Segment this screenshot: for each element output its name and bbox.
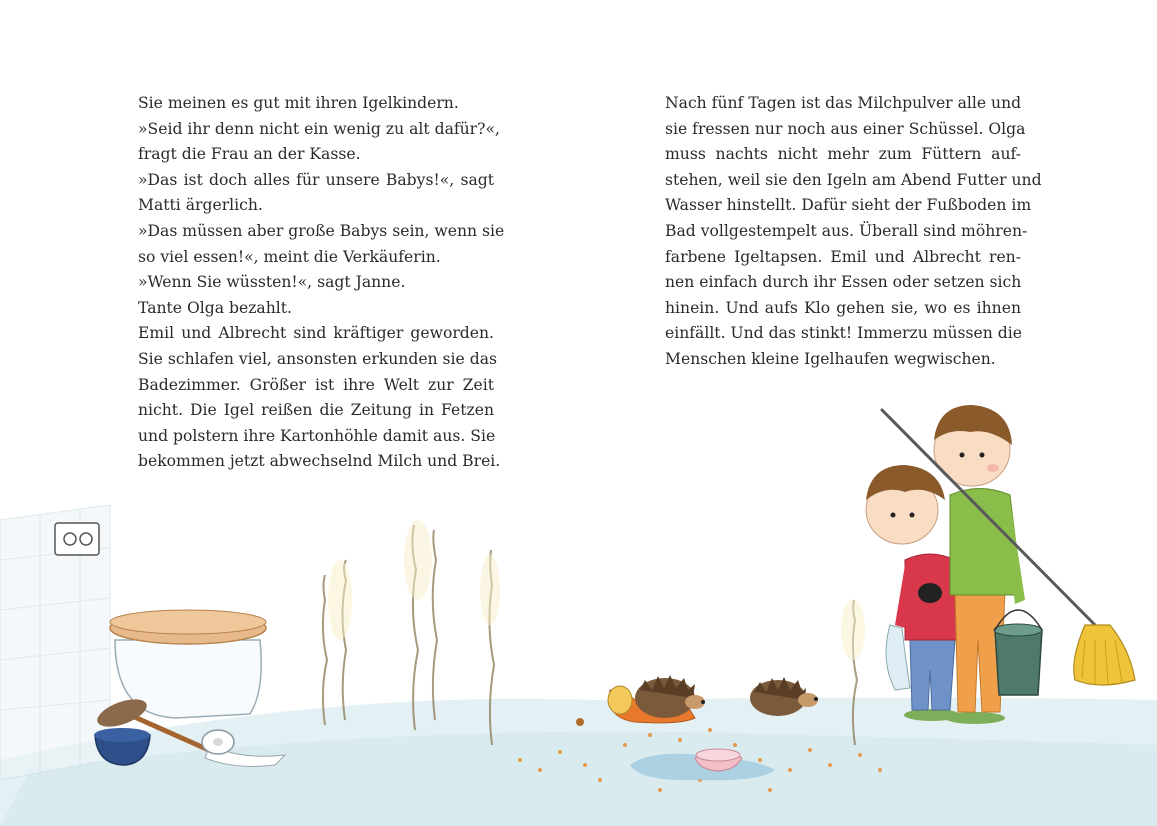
left-text-line: »Das ist doch alles für unsere Babys!«, sagt	[138, 170, 494, 189]
right-text-line: Nach fünf Tagen ist das Milchpulver alle und	[665, 94, 1022, 112]
boy-icon	[866, 465, 960, 721]
right-text-line: Menschen kleine Igelhaufen wegwischen.	[665, 349, 996, 368]
bathroom-illustration	[0, 400, 1157, 826]
left-text-line: Matti ärgerlich.	[138, 196, 263, 215]
left-text-line: Emil und Albrecht sind kräftiger geworden.	[138, 324, 494, 343]
stink-glow	[328, 520, 865, 660]
right-text-line: Wasser hinstellt. Dafür sieht der Fußboden im	[665, 196, 1032, 215]
right-text-line: einfällt. Und das stinkt! Immerzu müssen die	[665, 324, 1022, 343]
left-text-line: Sie schlafen viel, ansonsten erkunden sie das	[138, 349, 497, 368]
left-text-line: Tante Olga bezahlt.	[138, 298, 292, 317]
right-text-line: nen einfach durch ihr Essen oder setzen sich	[665, 273, 1022, 292]
right-text-line: farbene Igeltapsen. Emil und Albrecht ren-	[665, 247, 1021, 266]
right-text-line: hinein. Und aufs Klo gehen sie, wo es ihnen	[665, 298, 1021, 317]
right-text-line: muss nachts nicht mehr zum Füttern auf-	[665, 145, 1021, 164]
left-text-line: Badezimmer. Größer ist ihre Welt zur Zeit	[138, 375, 494, 394]
left-text-line: »Wenn Sie wüssten!«, sagt Janne.	[138, 273, 406, 292]
left-text-line: Sie meinen es gut mit ihren Igelkindern.	[138, 94, 459, 112]
left-text-line: »Seid ihr denn nicht ein wenig zu alt dafür?«,	[138, 119, 500, 138]
left-text-line: nicht. Die Igel reißen die Zeitung in Fetzen	[138, 401, 494, 420]
right-text-line: stehen, weil sie den Igeln am Abend Futter und	[665, 170, 1042, 189]
left-text-line: so viel essen!«, meint die Verkäuferin.	[138, 247, 441, 266]
right-text-line: Bad vollgestempelt aus. Überall sind möhren-	[665, 221, 1028, 240]
left-text-line: und polstern ihre Kartonhöhle damit aus. Sie	[138, 426, 496, 445]
left-text-line: fragt die Frau an der Kasse.	[138, 145, 361, 164]
left-text-line: bekommen jetzt abwechselnd Milch und Brei.	[138, 452, 501, 471]
left-text-line: »Das müssen aber große Babys sein, wenn sie	[138, 221, 505, 240]
right-page-text	[665, 91, 1042, 373]
light-switch-icon	[55, 523, 99, 555]
right-text-line: sie fressen nur noch aus einer Schüssel. Olga	[665, 119, 1026, 138]
